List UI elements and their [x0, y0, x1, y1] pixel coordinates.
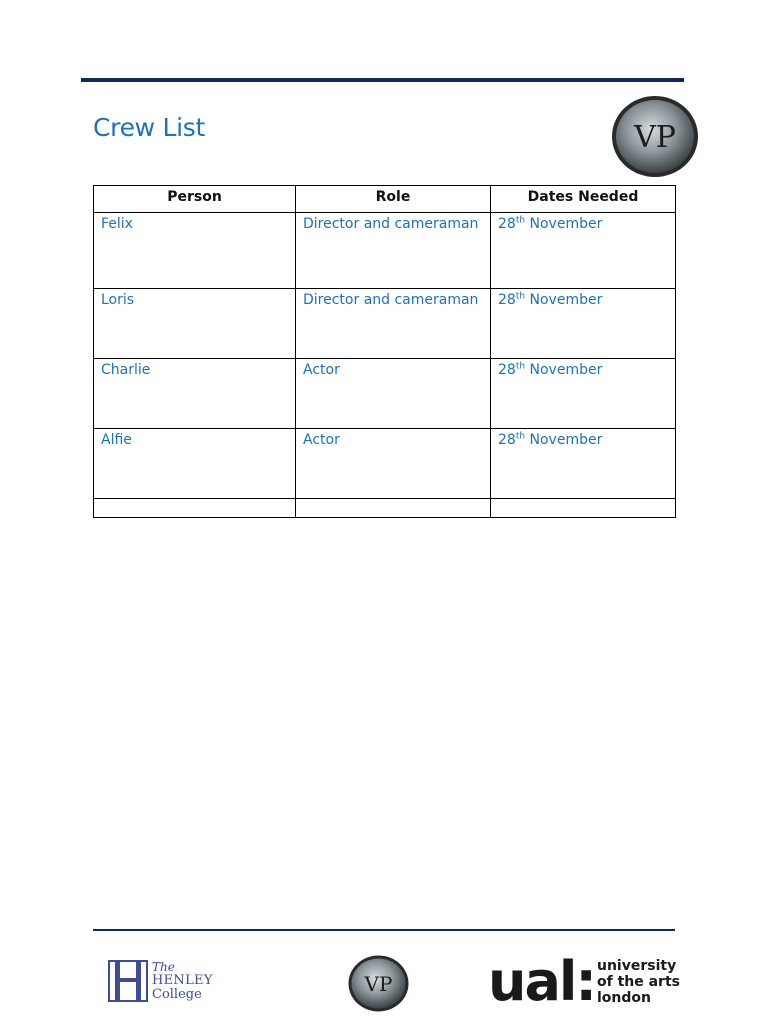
- role-cell: Actor: [296, 359, 491, 429]
- table-header-row: [94, 186, 676, 213]
- person-cell: Alfie: [94, 429, 296, 499]
- ual-logo-mark: ual:: [488, 950, 595, 1013]
- table-row: [94, 359, 676, 429]
- henley-college-wordmark: The HENLEY College: [152, 960, 213, 1002]
- header-role: Role: [296, 186, 491, 213]
- footer-rule: [93, 929, 675, 931]
- role-cell: [296, 499, 491, 518]
- crew-table: [93, 185, 676, 518]
- role-cell: Director and cameraman: [296, 289, 491, 359]
- date-cell: [491, 499, 676, 518]
- header-dates-needed: Dates Needed: [491, 186, 676, 213]
- person-cell: Felix: [94, 213, 296, 289]
- person-cell: [94, 499, 296, 518]
- person-cell: Loris: [94, 289, 296, 359]
- vp-logo-footer: [348, 955, 409, 1012]
- date-cell: 28th November: [491, 429, 676, 499]
- ual-logo-wordmark: university of the arts london: [597, 958, 680, 1006]
- vp-logo-footer-text: VP: [364, 972, 393, 996]
- header-person: Person: [94, 186, 296, 213]
- vp-logo: [611, 95, 699, 178]
- header-rule: [81, 78, 684, 82]
- person-cell: Charlie: [94, 359, 296, 429]
- table-row: [94, 289, 676, 359]
- table-row-empty: [94, 499, 676, 518]
- date-cell: 28th November: [491, 289, 676, 359]
- date-cell: 28th November: [491, 359, 676, 429]
- role-cell: Actor: [296, 429, 491, 499]
- table-row: [94, 213, 676, 289]
- table-row: [94, 429, 676, 499]
- page-title: Crew List: [93, 113, 205, 142]
- vp-logo-text: VP: [634, 120, 676, 155]
- date-cell: 28th November: [491, 213, 676, 289]
- role-cell: Director and cameraman: [296, 213, 491, 289]
